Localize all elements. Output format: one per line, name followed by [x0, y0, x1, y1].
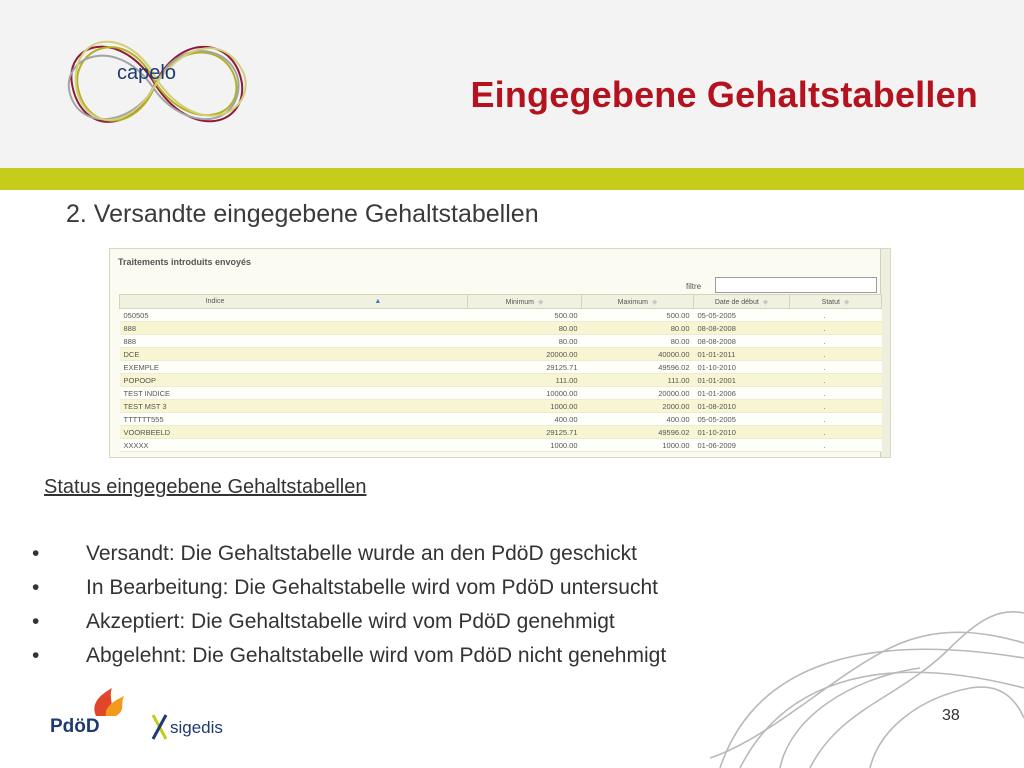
table-row[interactable]	[120, 322, 882, 335]
table-row[interactable]	[120, 426, 882, 439]
cell-date: 05-05-2005	[694, 413, 790, 426]
column-header-minimum[interactable]	[468, 295, 582, 309]
sort-icon[interactable]: ◆	[843, 298, 850, 306]
cell-minimum: 500.00	[468, 309, 582, 322]
cell-maximum: 80.00	[582, 322, 694, 335]
table-row[interactable]	[120, 387, 882, 400]
slide-title: Eingegebene Gehaltstabellen	[470, 74, 978, 115]
cell-indice: EXEMPLE	[120, 361, 468, 374]
cell-minimum: 29125.71	[468, 361, 582, 374]
cell-maximum: 49596.02	[582, 426, 694, 439]
cell-date: 08-08-2008	[694, 322, 790, 335]
column-header-date[interactable]	[694, 295, 790, 309]
table-row[interactable]	[120, 439, 882, 452]
cell-minimum: 20000.00	[468, 348, 582, 361]
cell-minimum: 1000.00	[468, 400, 582, 413]
sigedis-mark-icon	[150, 712, 170, 742]
cell-maximum: 500.00	[582, 309, 694, 322]
cell-status: .	[790, 348, 882, 361]
bullet-text: Abgelehnt: Die Gehaltstabelle wird vom PdöD nicht genehmigt	[86, 644, 667, 667]
bullet-text: In Bearbeitung: Die Gehaltstabelle wird vom PdöD untersucht	[86, 576, 658, 599]
bullet-text: Akzeptiert: Die Gehaltstabelle wird vom PdöD genehmigt	[86, 610, 615, 633]
cell-date: 05-05-2005	[694, 309, 790, 322]
cell-maximum: 20000.00	[582, 387, 694, 400]
filter-label: filtre	[686, 282, 702, 291]
pdod-logo-text: PdöD	[50, 716, 100, 737]
cell-indice: 050505	[120, 309, 468, 322]
sort-icon[interactable]: ◆	[762, 298, 769, 306]
column-header-status[interactable]	[790, 295, 882, 309]
cell-maximum: 80.00	[582, 335, 694, 348]
grid-body	[120, 309, 882, 452]
cell-minimum: 10000.00	[468, 387, 582, 400]
cell-minimum: 29125.71	[468, 426, 582, 439]
grid-header-row	[120, 295, 882, 309]
table-row[interactable]	[120, 348, 882, 361]
cell-status: .	[790, 361, 882, 374]
table-row[interactable]	[120, 400, 882, 413]
column-header-label: Date de début	[714, 298, 759, 306]
header-accent-band	[0, 168, 1024, 190]
sigedis-logo-text: sigedis	[170, 718, 223, 737]
salary-tables-grid	[119, 294, 882, 452]
cell-indice: TEST INDICE	[120, 387, 468, 400]
cell-status: .	[790, 374, 882, 387]
cell-minimum: 80.00	[468, 335, 582, 348]
cell-indice: TEST MST 3	[120, 400, 468, 413]
sort-asc-icon[interactable]: ▲	[374, 298, 382, 305]
status-heading: Status eingegebene Gehaltstabellen	[44, 476, 367, 498]
column-header-label: Statut	[821, 298, 840, 306]
cell-status: .	[790, 335, 882, 348]
filter-input[interactable]	[715, 277, 877, 293]
sort-icon[interactable]: ◆	[651, 298, 658, 306]
decorative-swirl-lines	[690, 588, 1024, 768]
cell-maximum: 1000.00	[582, 439, 694, 452]
cell-status: .	[790, 322, 882, 335]
sent-salary-tables-panel	[109, 248, 891, 458]
cell-indice: TTTTTT555	[120, 413, 468, 426]
column-header-maximum[interactable]	[582, 295, 694, 309]
cell-indice: DCE	[120, 348, 468, 361]
cell-status: .	[790, 400, 882, 413]
cell-maximum: 40000.00	[582, 348, 694, 361]
cell-maximum: 111.00	[582, 374, 694, 387]
cell-status: .	[790, 426, 882, 439]
cell-indice: XXXXX	[120, 439, 468, 452]
table-row[interactable]	[120, 335, 882, 348]
cell-minimum: 1000.00	[468, 439, 582, 452]
cell-status: .	[790, 439, 882, 452]
cell-maximum: 2000.00	[582, 400, 694, 413]
slide-subtitle: 2. Versandte eingegebene Gehaltstabellen	[66, 200, 539, 228]
cell-minimum: 400.00	[468, 413, 582, 426]
sigedis-logo	[150, 708, 240, 748]
cell-date: 01-10-2010	[694, 426, 790, 439]
bullet-icon: •	[32, 576, 40, 599]
table-row[interactable]	[120, 374, 882, 387]
cell-indice: VOORBEELD	[120, 426, 468, 439]
cell-date: 01-08-2010	[694, 400, 790, 413]
page-number: 38	[942, 707, 960, 724]
cell-indice: POPOOP	[120, 374, 468, 387]
cell-date: 01-01-2011	[694, 348, 790, 361]
pdod-logo	[46, 688, 132, 744]
table-row[interactable]	[120, 309, 882, 322]
bullet-text: Versandt: Die Gehaltstabelle wurde an den PdöD geschickt	[86, 542, 637, 565]
cell-date: 01-10-2010	[694, 361, 790, 374]
column-header-indice[interactable]	[120, 295, 468, 309]
table-row[interactable]	[120, 413, 882, 426]
bullet-icon: •	[32, 542, 40, 565]
cell-status: .	[790, 387, 882, 400]
cell-minimum: 111.00	[468, 374, 582, 387]
column-header-label: Maximum	[617, 298, 648, 306]
cell-indice: 888	[120, 322, 468, 335]
cell-status: .	[790, 413, 882, 426]
panel-title: Traitements introduits envoyés	[118, 257, 252, 267]
column-header-label: Indice	[205, 298, 225, 305]
cell-date: 08-08-2008	[694, 335, 790, 348]
cell-indice: 888	[120, 335, 468, 348]
bullet-icon: •	[32, 610, 40, 633]
cell-date: 01-01-2006	[694, 387, 790, 400]
cell-date: 01-01-2001	[694, 374, 790, 387]
cell-date: 01-06-2009	[694, 439, 790, 452]
cell-maximum: 400.00	[582, 413, 694, 426]
cell-minimum: 80.00	[468, 322, 582, 335]
cell-status: .	[790, 309, 882, 322]
table-row[interactable]	[120, 361, 882, 374]
bullet-icon: •	[32, 644, 40, 667]
cell-maximum: 49596.02	[582, 361, 694, 374]
sort-icon[interactable]: ◆	[538, 298, 544, 306]
column-header-label: Minimum	[505, 298, 534, 306]
pdod-flame-icon	[46, 688, 132, 718]
capelo-logo-text: capelo	[117, 62, 176, 84]
